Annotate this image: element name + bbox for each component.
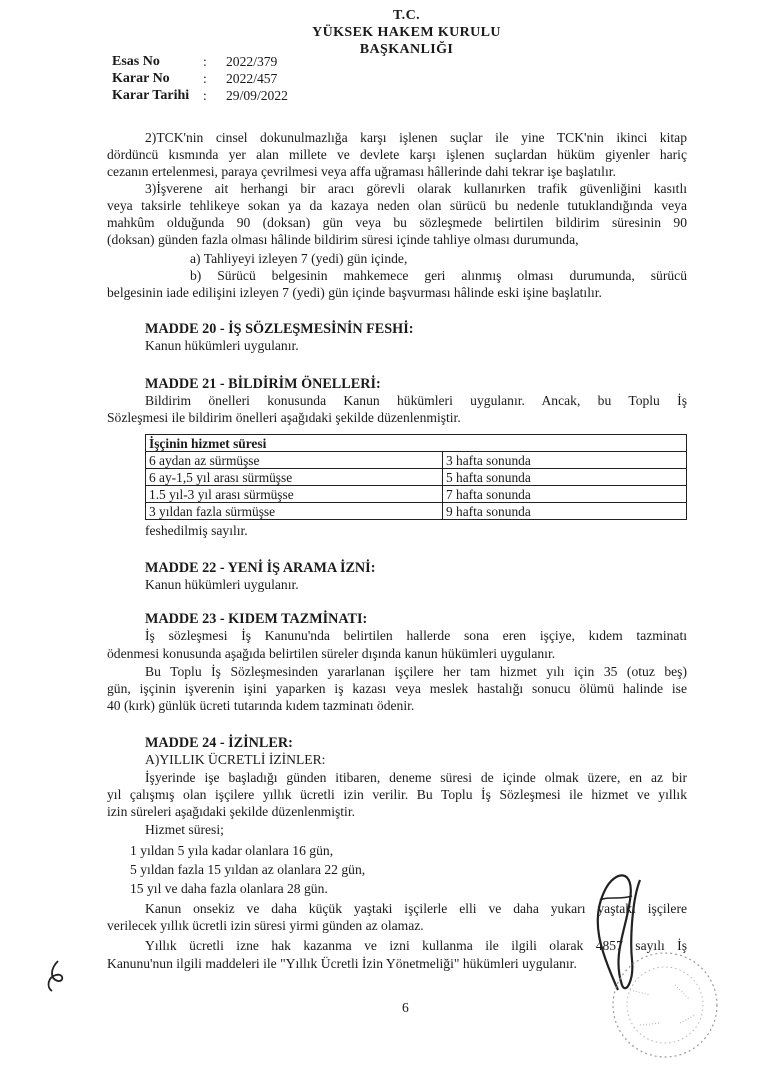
p2-line-2: dördüncü kısmında yer alan millete ve devlete karşı işlenen suçlardan hüküm giyenler hariç xyxy=(107,147,687,162)
notice-cell: 9 hafta sonunda xyxy=(443,503,687,520)
madde-24-line-6: 5 yıldan fazla 15 yıldan az olanlara 22 gün, xyxy=(130,862,366,877)
period-cell: 1.5 yıl-3 yıl arası sürmüşse xyxy=(146,486,443,503)
header-institution: YÜKSEK HAKEM KURULU xyxy=(312,25,501,40)
initial-signature-icon xyxy=(40,955,80,995)
madde-24-line-10: Yıllık ücretli izne hak kazanma ve izni kullanma ile ilgili olarak 4857 sayılı İş xyxy=(145,938,687,953)
notice-cell: 3 hafta sonunda xyxy=(443,452,687,469)
item-b-line-2: belgesinin iade edilişini izleyen 7 (yedi) gün içinde başvurması hâlinde eski işine başlatılır. xyxy=(107,285,602,300)
madde-24-line-5: 1 yıldan 5 yıla kadar olanlara 16 gün, xyxy=(130,843,334,858)
period-cell: 6 aydan az sürmüşse xyxy=(146,452,443,469)
madde-24-line-11: Kanunu'nun ilgili maddeleri ile "Yıllık Ücretli İzin Yönetmeliği" hükümleri uygulanır. xyxy=(107,956,577,971)
tarih-colon: : xyxy=(203,88,207,103)
notice-cell: 5 hafta sonunda xyxy=(443,469,687,486)
table-row xyxy=(146,469,687,486)
table-row xyxy=(146,486,687,503)
madde-23-line-5: 40 (kırk) günlük ücreti tutarında kıdem tazminatı ödenir. xyxy=(107,698,415,713)
madde-21-line-1: Bildirim önelleri konusunda Kanun hükümleri uygulanır. Ancak, bu Toplu İş xyxy=(145,393,687,408)
header-tc: T.C. xyxy=(392,8,420,23)
p3-line-2: veya taksirle tehlikeye sokan ya da kazaya neden olan sürücü bu nedenle tutuklandığında veya xyxy=(107,198,687,213)
madde-23-line-2: ödenmesi konusunda aşağıda belirtilen süreler dışında kanun hükümleri uygulanır. xyxy=(107,646,556,661)
tarih-value: 29/09/2022 xyxy=(226,88,288,103)
madde-22-text: Kanun hükümleri uygulanır. xyxy=(145,577,299,592)
madde-24-line-3: izin süreleri aşağıdaki şekilde düzenlenmiştir. xyxy=(107,804,356,819)
notice-period-table xyxy=(145,434,687,520)
esas-value: 2022/379 xyxy=(226,54,278,69)
esas-colon: : xyxy=(203,54,207,69)
p3-line-3: mahkûm olduğunda 90 (doksan) gün veya bu sözleşmede belirtilen bildirim süresinin 90 xyxy=(107,215,687,230)
madde-21-title: MADDE 21 - BİLDİRİM ÖNELLERİ: xyxy=(145,376,381,392)
madde-23-line-4: gün, işçinin işverenin işini yaparken iş kazası veya meslek hastalığı sonucu ölümü halinde ise xyxy=(107,681,687,696)
madde-24-line-4: Hizmet süresi; xyxy=(145,822,224,837)
p3-line-1: 3)İşverene ait herhangi bir aracı görevli olarak kullanırken trafik güvenliğini kasıtlı xyxy=(145,181,687,196)
item-a: a) Tahliyeyi izleyen 7 (yedi) gün içinde, xyxy=(190,251,408,266)
madde-24-line-8: Kanun onsekiz ve daha küçük yaştaki işçilerle elli ve daha yukarı yaştaki işçilere xyxy=(145,901,687,916)
karar-label: Karar No xyxy=(112,71,170,86)
p2-line-1: 2)TCK'nin cinsel dokunulmazlığa karşı işlenen suçlar ile yine TCK'nin ikinci kitap xyxy=(145,130,687,145)
period-cell: 3 yıldan fazla sürmüşse xyxy=(146,503,443,520)
page-number: 6 xyxy=(402,1000,409,1015)
table-header-cell: İşçinin hizmet süresi xyxy=(146,435,687,452)
madde-21-line-2: Sözleşmesi ile bildirim önelleri aşağıdaki şekilde düzenlenmiştir. xyxy=(107,410,461,425)
madde-24-subtitle: A)YILLIK ÜCRETLİ İZİNLER: xyxy=(145,752,326,767)
karar-value: 2022/457 xyxy=(226,71,278,86)
header-presidency: BAŞKANLIĞI xyxy=(359,42,454,57)
madde-20-title: MADDE 20 - İŞ SÖZLEŞMESİNİN FESHİ: xyxy=(145,321,414,337)
karar-colon: : xyxy=(203,71,207,86)
item-b-line-1: b) Sürücü belgesinin mahkemece geri alınmış olması durumunda, sürücü xyxy=(190,268,687,283)
notice-cell: 7 hafta sonunda xyxy=(443,486,687,503)
madde-20-text: Kanun hükümleri uygulanır. xyxy=(145,338,299,353)
p3-line-4: (doksan) günden fazla olması hâlinde bildirim süresi içinde tahliye olması durumunda, xyxy=(107,232,579,247)
table-row xyxy=(146,452,687,469)
table-header-row xyxy=(146,435,687,452)
p2-line-3: cezanın ertelenmesi, paraya çevrilmesi veya affa uğraması hâllerinde dahi tekrar işe başlatılır. xyxy=(107,164,616,179)
madde-23-title: MADDE 23 - KIDEM TAZMİNATI: xyxy=(145,611,368,627)
madde-24-title: MADDE 24 - İZİNLER: xyxy=(145,735,293,751)
madde-21-after: feshedilmiş sayılır. xyxy=(145,523,248,538)
madde-24-line-7: 15 yıl ve daha fazla olanlara 28 gün. xyxy=(130,881,328,896)
period-cell: 6 ay-1,5 yıl arası sürmüşse xyxy=(146,469,443,486)
madde-23-line-3: Bu Toplu İş Sözleşmesinden yararlanan işçilere her tam hizmet yılı için 35 (otuz beş) xyxy=(145,664,687,679)
madde-24-line-9: verilecek yıllık ücretli izin süresi yirmi günden az olamaz. xyxy=(107,918,424,933)
madde-24-line-1: İşyerinde işe başladığı günden itibaren, deneme süresi de içinde olmak üzere, en az bir xyxy=(145,770,687,785)
esas-label: Esas No xyxy=(112,54,160,69)
madde-22-title: MADDE 22 - YENİ İŞ ARAMA İZNİ: xyxy=(145,560,376,576)
madde-23-line-1: İş sözleşmesi İş Kanunu'nda belirtilen hallerde sona eren işçiye, kıdem tazminatı xyxy=(145,628,687,643)
official-stamp-icon xyxy=(590,945,740,1065)
tarih-label: Karar Tarihi xyxy=(112,88,190,103)
madde-24-line-2: yıl çalışmış olan işçilere yıllık ücretli izin verilir. Bu Toplu İş Sözleşmesi ile hizmet ve yıllık xyxy=(107,787,687,802)
table-row xyxy=(146,503,687,520)
